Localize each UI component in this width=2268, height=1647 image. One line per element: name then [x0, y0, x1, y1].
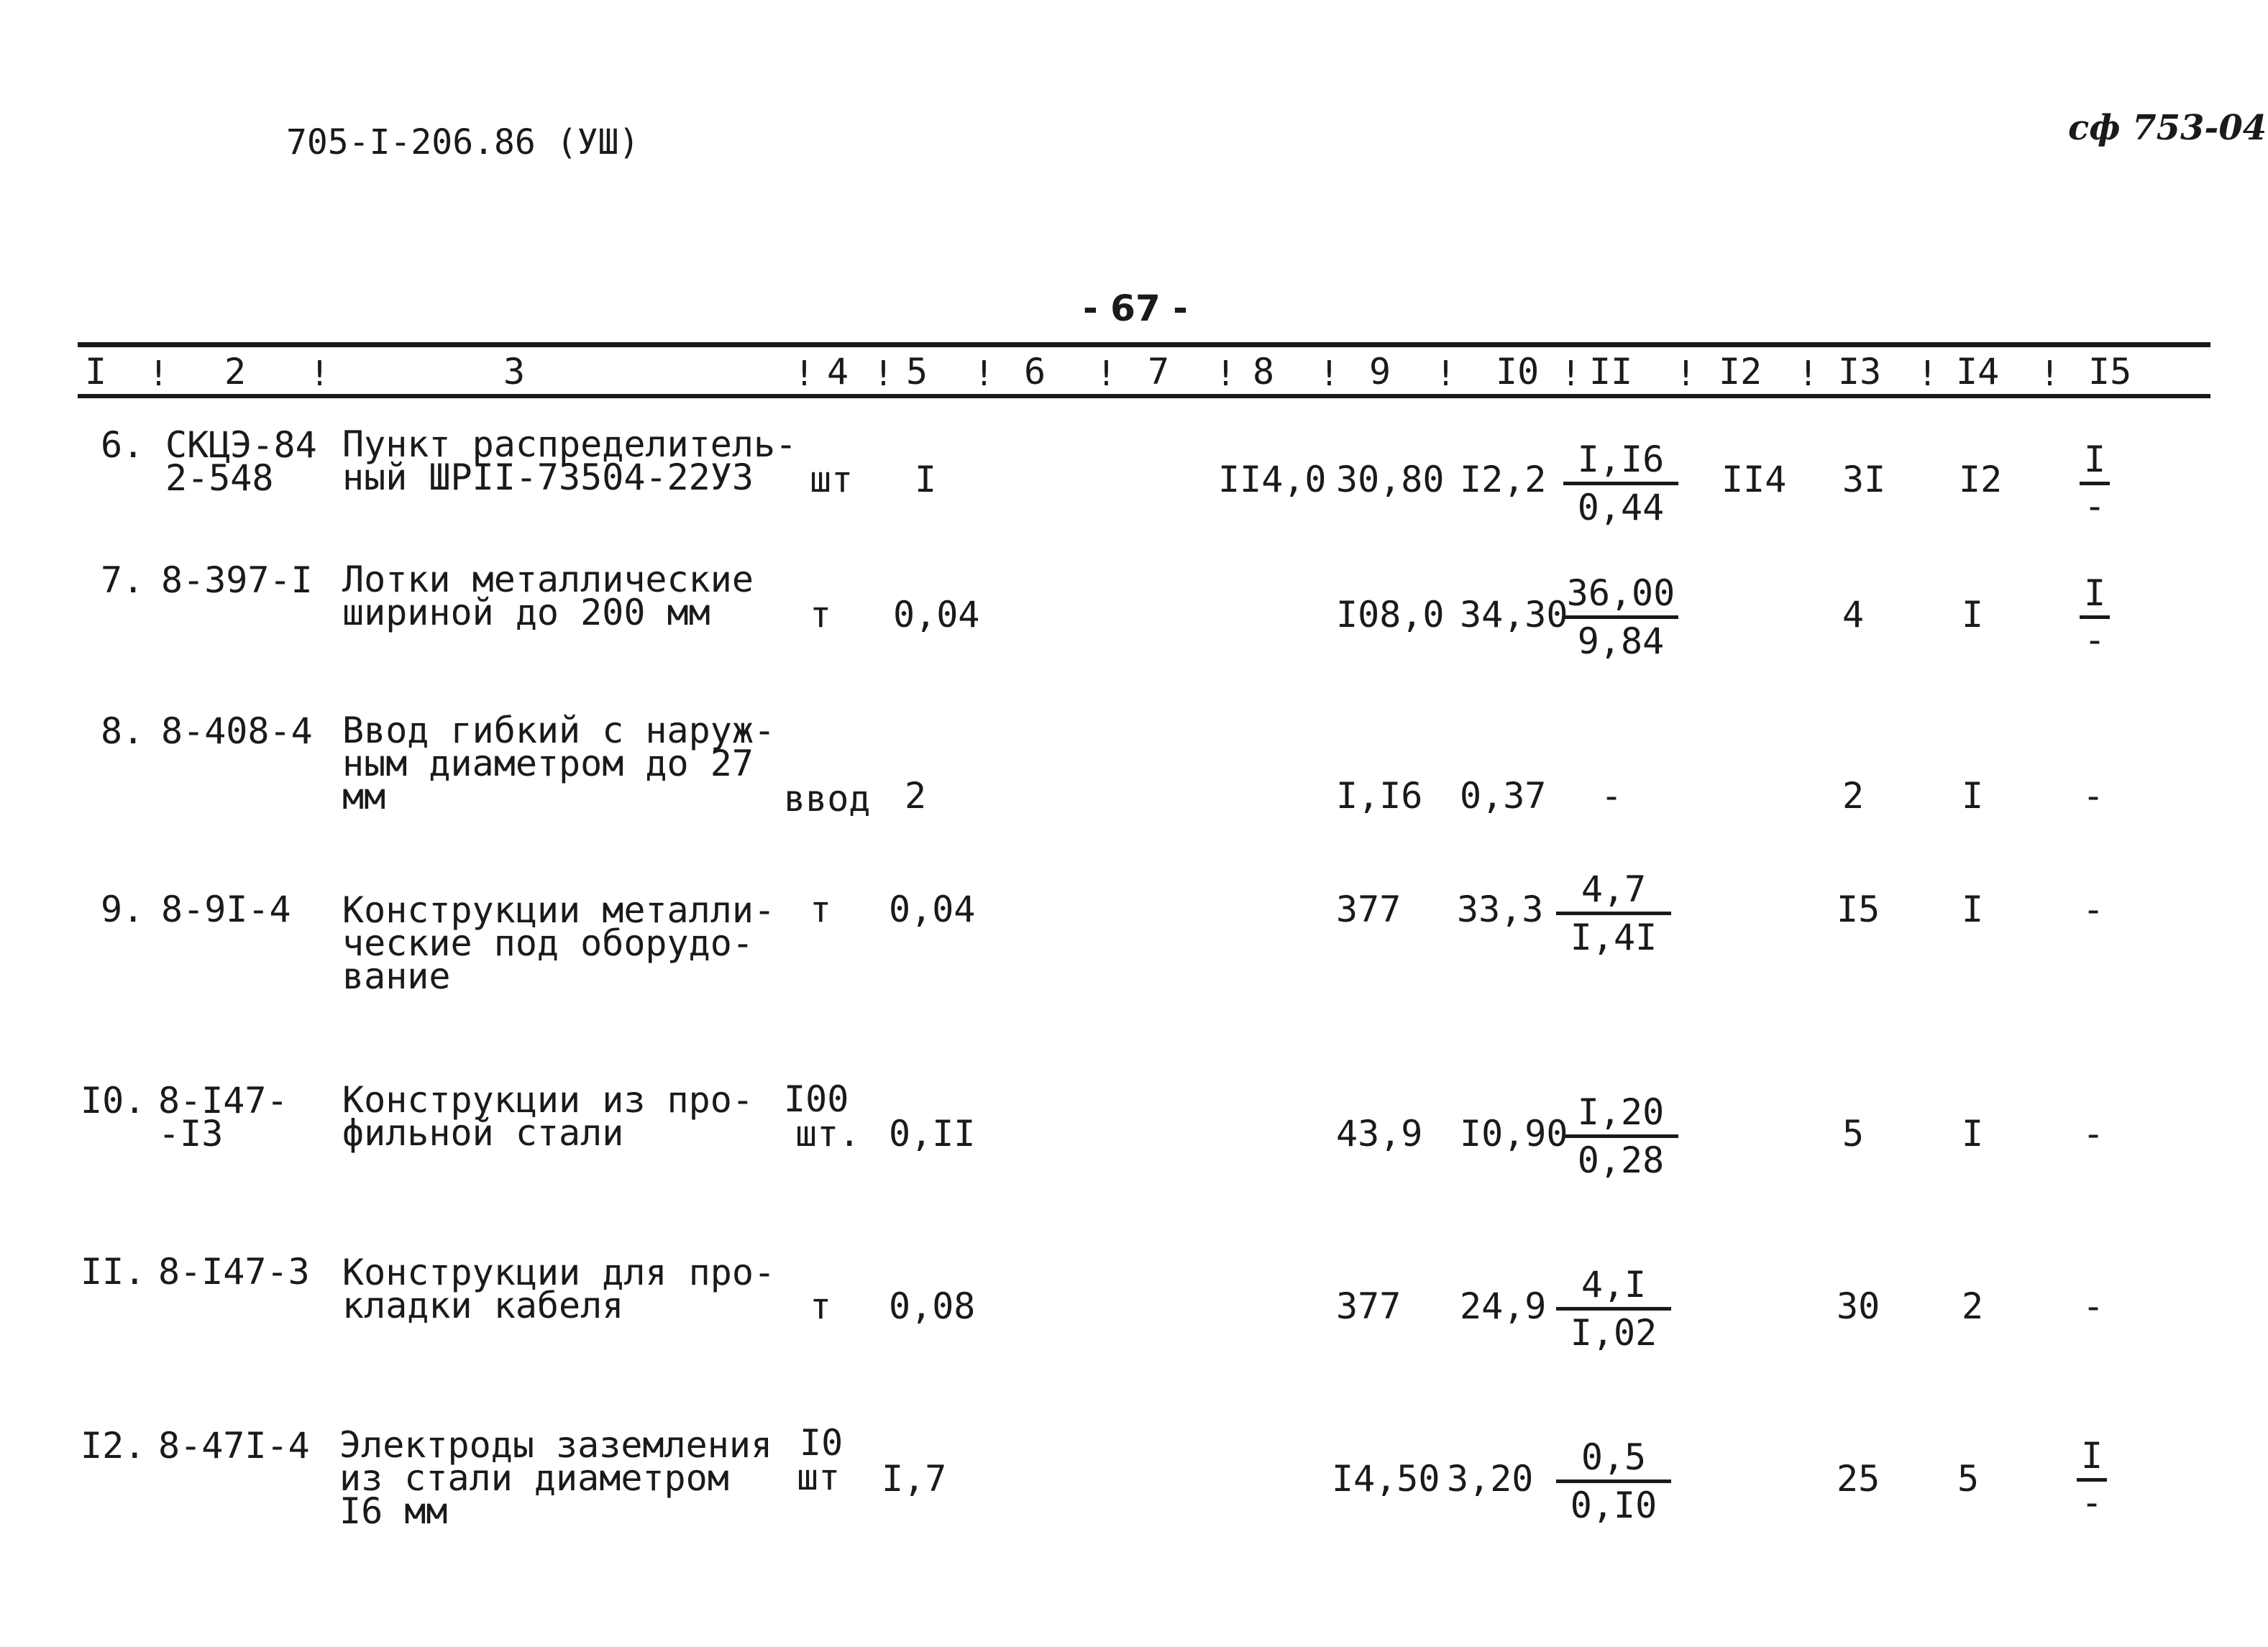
- col-header-7: 7: [1148, 351, 1170, 393]
- work-name-line3: вание: [342, 955, 451, 997]
- col-header-8: 8: [1253, 351, 1275, 393]
- norm-code: 8-408-4: [161, 710, 313, 752]
- work-name-line1: Электроды заземления: [339, 1424, 773, 1466]
- work-name-line2: из стали диаметром: [339, 1457, 729, 1499]
- col10-value: 3,20: [1447, 1458, 1534, 1500]
- col13-value: 4: [1842, 594, 1865, 636]
- page-number: - 67 -: [1083, 288, 1188, 329]
- table-header-rule: [78, 394, 2210, 398]
- col14-value: I2: [1959, 459, 2003, 500]
- fraction-numerator: 36,00: [1563, 575, 1678, 619]
- col11-fraction: [1563, 1091, 1678, 1181]
- col10-value: 24,9: [1460, 1285, 1547, 1327]
- col15-fraction: [2070, 572, 2120, 661]
- col10-value: I0,90: [1460, 1113, 1568, 1155]
- row-number: 8.: [101, 710, 145, 752]
- work-name-line3: I6 мм: [339, 1490, 448, 1532]
- col10-value: 34,30: [1460, 594, 1568, 636]
- norm-code: СКЦЭ-84: [165, 424, 317, 466]
- unit: т: [810, 889, 832, 930]
- col11-fraction: [1563, 572, 1678, 662]
- work-name-line1: Лотки металлические: [342, 559, 754, 600]
- work-name-line1: Конструкции для про-: [342, 1252, 776, 1293]
- col13-value: 30: [1837, 1285, 1880, 1327]
- sheet-mark: сф 753-04: [2068, 108, 2267, 148]
- work-name-line2: шириной до 200 мм: [342, 592, 710, 633]
- work-name-line1: Пункт распределитель-: [342, 423, 797, 465]
- col14-value: 2: [1962, 1285, 1984, 1327]
- work-name-line1: Конструкции из про-: [342, 1079, 754, 1121]
- col9-value: 30,80: [1336, 459, 1445, 500]
- row-number: I0.: [81, 1080, 146, 1121]
- col-header-2: 2: [224, 351, 247, 393]
- col-header-10: I0: [1496, 351, 1540, 393]
- col11-fraction: [1563, 441, 1678, 526]
- row-number: 6.: [101, 424, 145, 466]
- unit-line2: шт.: [795, 1113, 861, 1155]
- fraction-numerator: 4,I: [1556, 1267, 1671, 1311]
- fraction-denominator: -: [2083, 619, 2106, 661]
- table-top-rule: [78, 342, 2210, 347]
- col-header-12: I2: [1719, 351, 1762, 393]
- col14-value: I: [1962, 594, 1984, 636]
- col8-value: II4,0: [1218, 459, 1327, 500]
- fraction-denominator: -: [2080, 1482, 2103, 1523]
- norm-code: 8-47I-4: [158, 1425, 310, 1467]
- fraction-numerator: 0,5: [1556, 1439, 1671, 1483]
- fraction-denominator: 0,I0: [1570, 1485, 1657, 1526]
- fraction-numerator: I: [2080, 441, 2110, 485]
- row-number: 7.: [101, 559, 145, 601]
- quantity: 0,II: [889, 1113, 976, 1155]
- col9-value: 377: [1336, 1285, 1402, 1327]
- col15-value: -: [2082, 775, 2105, 817]
- col14-value: I: [1962, 889, 1984, 930]
- col14-value: 5: [1957, 1458, 1980, 1500]
- col15-value: -: [2082, 889, 2105, 930]
- quantity: I,7: [882, 1458, 947, 1500]
- col9-value: I4,50: [1332, 1458, 1440, 1500]
- work-name-line1: Конструкции металли-: [342, 889, 776, 931]
- norm-code: 8-I47-: [158, 1080, 288, 1121]
- quantity: 0,08: [889, 1285, 976, 1327]
- col-header-14: I4: [1956, 351, 2000, 393]
- unit-line1: I00: [784, 1078, 849, 1120]
- row-number: II.: [81, 1251, 146, 1293]
- col15-fraction: [2067, 1435, 2117, 1523]
- fraction-denominator: I,4I: [1570, 917, 1657, 958]
- work-name-line2: фильной стали: [342, 1112, 624, 1154]
- norm-code: 8-I47-3: [158, 1251, 310, 1293]
- col-header-15: I5: [2088, 351, 2132, 393]
- col10-value: 0,37: [1460, 775, 1547, 817]
- col14-value: I: [1962, 1113, 1984, 1155]
- col10-value: I2,2: [1460, 459, 1547, 500]
- fraction-denominator: 0,28: [1577, 1139, 1665, 1181]
- col12-value: II4: [1721, 459, 1787, 500]
- quantity: 0,04: [893, 594, 980, 636]
- col-header-11: II: [1589, 351, 1633, 393]
- unit: т: [810, 1285, 832, 1327]
- fraction-denominator: 0,44: [1577, 487, 1665, 528]
- col13-value: 25: [1837, 1458, 1880, 1500]
- col-header-13: I3: [1838, 351, 1882, 393]
- unit: т: [810, 594, 832, 636]
- fraction-numerator: I,20: [1563, 1094, 1678, 1138]
- norm-code: 8-9I-4: [161, 889, 291, 930]
- quantity: I: [915, 459, 937, 500]
- norm-code-line2: 2-548: [165, 457, 274, 499]
- col-header-9: 9: [1369, 351, 1391, 393]
- col10-value: 33,3: [1457, 889, 1544, 930]
- col13-value: I5: [1837, 889, 1880, 930]
- fraction-numerator: 4,7: [1556, 871, 1671, 915]
- quantity: 0,04: [889, 889, 976, 930]
- norm-code: 8-397-I: [161, 559, 313, 601]
- col-header-4: 4: [827, 351, 849, 393]
- col11-fraction: [1556, 1264, 1671, 1354]
- row-number: 9.: [101, 889, 145, 930]
- unit: шт: [810, 459, 854, 500]
- col9-value: 43,9: [1336, 1113, 1423, 1155]
- fraction-numerator: I: [2080, 575, 2110, 619]
- col-header-6: 6: [1024, 351, 1046, 393]
- col13-value: 2: [1842, 775, 1865, 817]
- col-header-1: I: [85, 351, 107, 393]
- work-name-line2: ным диаметром до 27: [342, 743, 754, 784]
- col11-value: -: [1601, 775, 1623, 817]
- col13-value: 3I: [1842, 459, 1886, 500]
- col11-fraction: [1556, 868, 1671, 958]
- col9-value: I08,0: [1336, 594, 1445, 636]
- col9-value: I,I6: [1336, 775, 1423, 817]
- col15-value: -: [2082, 1285, 2105, 1327]
- quantity: 2: [905, 775, 927, 817]
- fraction-denominator: -: [2083, 485, 2106, 527]
- col9-value: 377: [1336, 889, 1402, 930]
- unit: ввод: [784, 778, 871, 820]
- col-header-3: 3: [503, 351, 526, 393]
- col-header-5: 5: [906, 351, 928, 393]
- fraction-numerator: I: [2077, 1438, 2107, 1482]
- document-code: 705-I-206.86 (УШ): [286, 122, 640, 162]
- work-name-line1: Ввод гибкий с наруж-: [342, 710, 776, 751]
- col15-value: -: [2082, 1113, 2105, 1155]
- unit-line1: I0: [800, 1422, 843, 1464]
- work-name-line2: кладки кабеля: [342, 1285, 624, 1326]
- col11-fraction: [1556, 1436, 1671, 1526]
- work-name-line2: ческие под оборудо-: [342, 922, 754, 964]
- fraction-denominator: I,02: [1570, 1312, 1657, 1354]
- fraction-denominator: 9,84: [1577, 620, 1665, 662]
- work-name-line3: мм: [342, 776, 386, 817]
- work-name-line2: ный ШРII-73504-22УЗ: [342, 457, 754, 498]
- unit-line2: шт: [797, 1456, 841, 1498]
- col13-value: 5: [1842, 1113, 1865, 1155]
- col15-fraction: [2070, 439, 2120, 527]
- fraction-numerator: I,I6: [1563, 441, 1678, 485]
- col14-value: I: [1962, 775, 1984, 817]
- norm-code-line2: -I3: [158, 1113, 224, 1155]
- row-number: I2.: [81, 1425, 146, 1467]
